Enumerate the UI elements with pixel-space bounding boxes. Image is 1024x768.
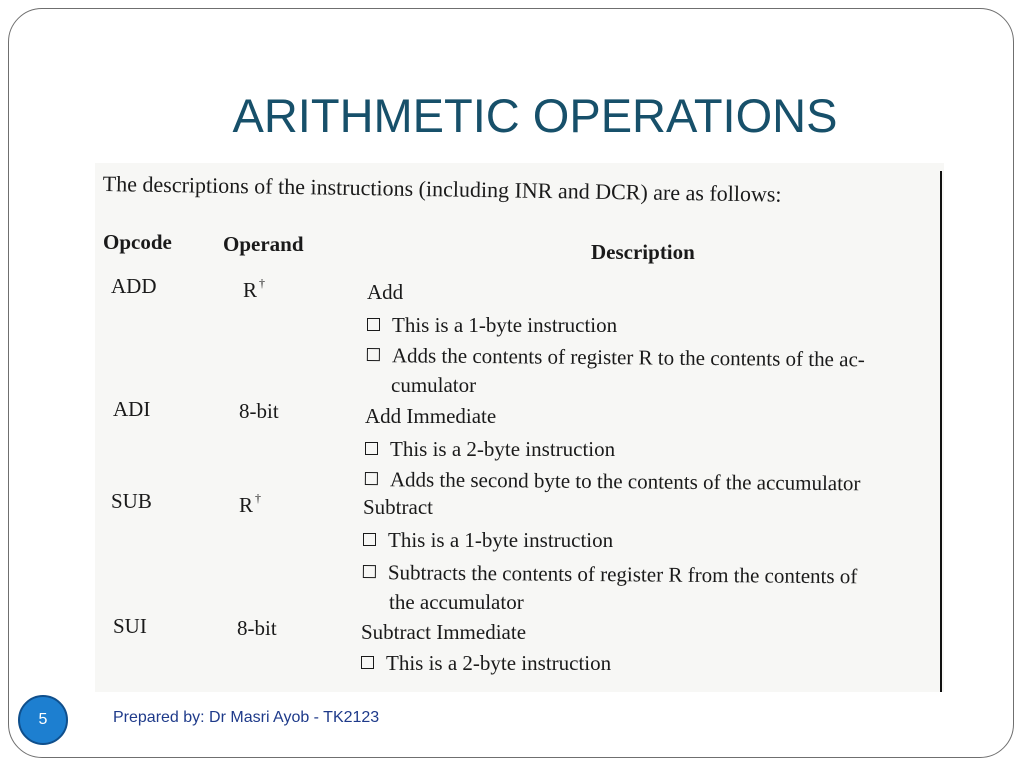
operand-add-dagger: † xyxy=(259,276,266,290)
desc-add-title: Add xyxy=(367,280,404,304)
opcode-add: ADD xyxy=(111,274,157,298)
intro-text: The descriptions of the instructions (including INR and DCR) are as follows: xyxy=(102,171,782,207)
scan-border-line xyxy=(940,171,942,692)
footer-credit: Prepared by: Dr Masri Ayob - TK2123 xyxy=(113,709,380,726)
desc-add-continuation: cumulator xyxy=(391,373,477,397)
page-number: 5 xyxy=(38,711,48,728)
operand-adi: 8-bit xyxy=(239,399,279,423)
desc-sub-bullet-1: This is a 1-byte instruction xyxy=(363,528,613,553)
checkbox-icon xyxy=(361,656,374,669)
opcode-sui: SUI xyxy=(113,614,147,638)
checkbox-icon xyxy=(367,318,380,331)
header-opcode: Opcode xyxy=(103,230,172,254)
desc-sui-title: Subtract Immediate xyxy=(361,620,527,644)
scanned-instruction-table xyxy=(95,163,944,692)
operand-sub-value: R xyxy=(239,493,254,517)
operand-sub xyxy=(239,491,261,518)
operand-sui: 8-bit xyxy=(237,616,277,640)
opcode-sub: SUB xyxy=(111,489,152,513)
desc-add-bullet-2: Adds the contents of register R to the contents of the ac- xyxy=(367,343,865,372)
operand-add-value: R xyxy=(243,278,258,302)
desc-adi-bullet-1: This is a 2-byte instruction xyxy=(365,437,615,462)
header-description: Description xyxy=(591,240,695,264)
checkbox-icon xyxy=(363,565,376,578)
page-number-badge xyxy=(18,695,68,745)
checkbox-icon xyxy=(363,533,376,546)
checkbox-icon xyxy=(365,442,378,455)
desc-sub-bullet-2: Subtracts the contents of register R from the contents of xyxy=(363,560,858,589)
desc-adi-title: Add Immediate xyxy=(365,404,497,428)
opcode-adi: ADI xyxy=(113,397,151,421)
desc-adi-bullet-2: Adds the second byte to the contents of the accumulator xyxy=(365,467,861,496)
operand-add xyxy=(243,276,265,303)
slide-title: ARITHMETIC OPERATIONS xyxy=(232,89,838,142)
desc-sub-continuation: the accumulator xyxy=(389,590,524,614)
checkbox-icon xyxy=(365,472,378,485)
desc-sui-bullet-1: This is a 2-byte instruction xyxy=(361,651,611,676)
desc-sub-title: Subtract xyxy=(363,495,433,519)
checkbox-icon xyxy=(367,348,380,361)
operand-sub-dagger: † xyxy=(255,491,262,505)
header-operand: Operand xyxy=(223,232,304,256)
desc-add-bullet-1: This is a 1-byte instruction xyxy=(367,313,617,338)
